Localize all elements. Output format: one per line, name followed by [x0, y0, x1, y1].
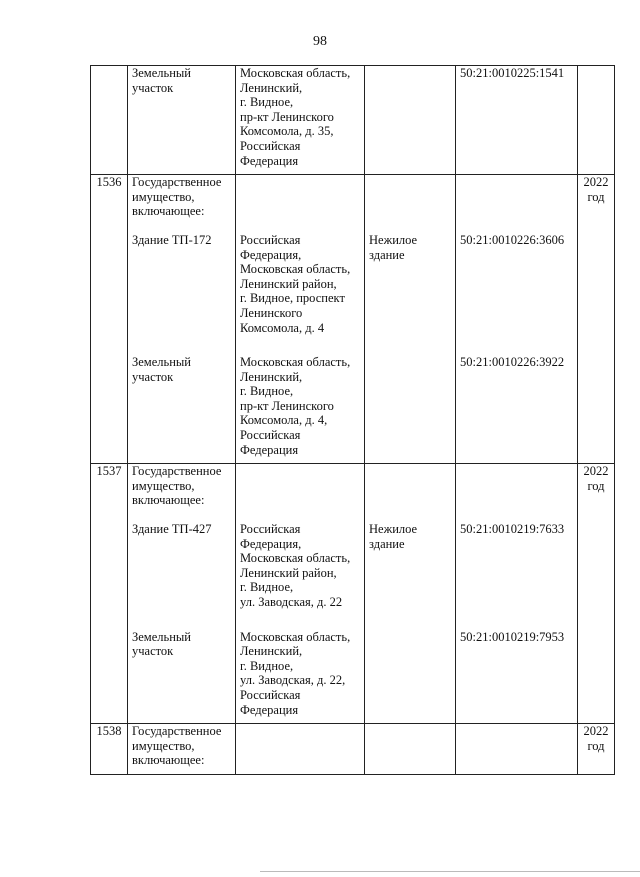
cell-number: 1538	[91, 724, 128, 775]
table-row	[91, 724, 615, 775]
cell-cadastral: 50:21:0010226:3606	[456, 219, 578, 335]
table-row	[91, 335, 615, 464]
cell-address: Российская Федерация, Московская область, Ленинский район, г. Видное, ул. Заводская, д. 22	[236, 508, 365, 610]
cell-year	[578, 335, 615, 464]
cell-cadastral	[456, 464, 578, 508]
table-row	[91, 66, 615, 175]
cell-address: Московская область, Ленинский, г. Видное, пр-кт Ленинского Комсомола, д. 4, Российская Федерация	[236, 335, 365, 464]
cell-name: Здание ТП-427	[128, 508, 236, 610]
cell-number: 1537	[91, 464, 128, 508]
cell-cadastral: 50:21:0010226:3922	[456, 335, 578, 464]
cell-type	[365, 335, 456, 464]
cell-year: 2022 год	[578, 175, 615, 219]
cell-name: Государственное имущество, включающее:	[128, 175, 236, 219]
cell-address: Московская область, Ленинский, г. Видное, ул. Заводская, д. 22, Российская Федерация	[236, 610, 365, 724]
cell-number	[91, 610, 128, 724]
table-row	[91, 464, 615, 508]
cell-type	[365, 66, 456, 175]
cell-type	[365, 175, 456, 219]
cell-type	[365, 464, 456, 508]
cell-name: Земельный участок	[128, 66, 236, 175]
cell-name: Государственное имущество, включающее:	[128, 724, 236, 775]
cell-type: Нежилое здание	[365, 219, 456, 335]
cell-year	[578, 508, 615, 610]
cell-address: Российская Федерация, Московская область, Ленинский район, г. Видное, проспект Ленинского Комсомола, д. 4	[236, 219, 365, 335]
cell-cadastral: 50:21:0010219:7953	[456, 610, 578, 724]
cell-number: 1536	[91, 175, 128, 219]
cell-number	[91, 219, 128, 335]
cell-year: 2022 год	[578, 464, 615, 508]
cell-year	[578, 219, 615, 335]
cell-address	[236, 724, 365, 775]
cell-number	[91, 508, 128, 610]
scan-edge-line	[260, 871, 640, 872]
property-registry-table	[90, 65, 615, 775]
cell-cadastral: 50:21:0010219:7633	[456, 508, 578, 610]
cell-name: Здание ТП-172	[128, 219, 236, 335]
cell-address	[236, 175, 365, 219]
cell-name: Земельный участок	[128, 610, 236, 724]
table-row	[91, 508, 615, 610]
cell-year	[578, 610, 615, 724]
cell-cadastral: 50:21:0010225:1541	[456, 66, 578, 175]
cell-type	[365, 724, 456, 775]
table-row	[91, 219, 615, 335]
cell-number	[91, 335, 128, 464]
cell-name: Земельный участок	[128, 335, 236, 464]
cell-name: Государственное имущество, включающее:	[128, 464, 236, 508]
cell-address: Московская область, Ленинский, г. Видное, пр-кт Ленинского Комсомола, д. 35, Российская Федерация	[236, 66, 365, 175]
cell-cadastral	[456, 724, 578, 775]
cell-year	[578, 66, 615, 175]
cell-year: 2022 год	[578, 724, 615, 775]
page-number: 98	[313, 34, 327, 49]
cell-address	[236, 464, 365, 508]
cell-number	[91, 66, 128, 175]
table-row	[91, 610, 615, 724]
table-row	[91, 175, 615, 219]
cell-type	[365, 610, 456, 724]
cell-type: Нежилое здание	[365, 508, 456, 610]
cell-cadastral	[456, 175, 578, 219]
